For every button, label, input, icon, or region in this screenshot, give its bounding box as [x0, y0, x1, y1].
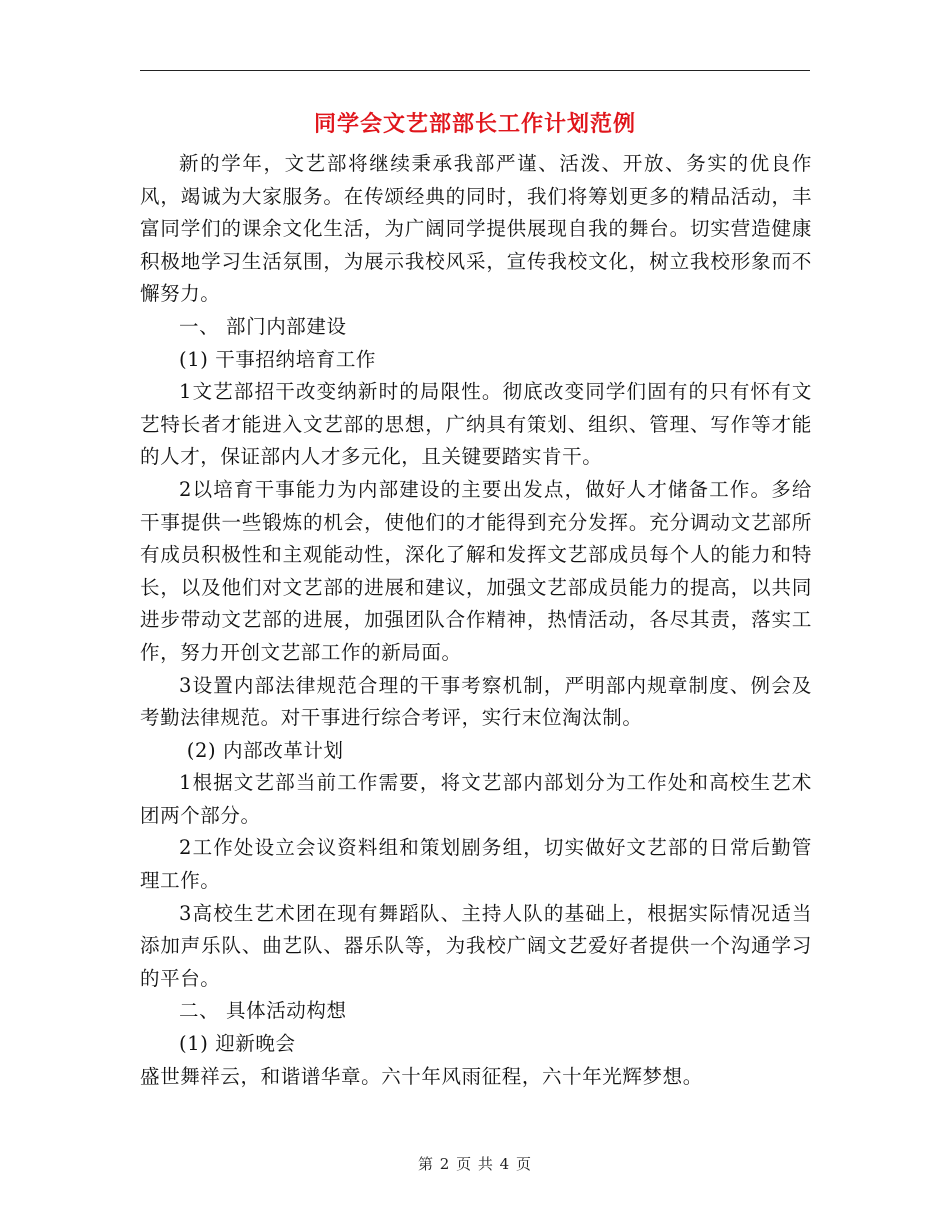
- header-rule: [140, 70, 810, 71]
- subsection-heading-1: (1) 干事招纳培育工作: [179, 347, 377, 371]
- paragraph-item-1: 1文艺部招干改变纳新时的局限性。彻底改变同学们固有的只有怀有文艺特长者才能进入文艺部的思想，广纳具有策划、组织、管理、写作等才能的人才，保证部内人才多元化，且关键要踏实肯干。: [140, 380, 812, 469]
- intro-paragraph: 新的学年，文艺部将继续秉承我部严谨、活泼、开放、务实的优良作风，竭诚为大家服务。在传颂经典的同时，我们将筹划更多的精品活动，丰富同学们的课余文化生活，为广阔同学提供展现自我的舞台。切实营造健康积极地学习生活氛围，为展示我校风采，宣传我校文化，树立我校形象而不懈努力。: [140, 152, 812, 306]
- subsection-heading-3: (1) 迎新晚会: [179, 1032, 296, 1056]
- document-body: [140, 148, 812, 1093]
- paragraph-reform-3: 3高校生艺术团在现有舞蹈队、主持人队的基础上，根据实际情况适当添加声乐队、曲艺队、器乐队等，为我校广阔文艺爱好者提供一个沟通学习的平台。: [140, 901, 812, 990]
- paragraph-gala: 盛世舞祥云，和谐谱华章。六十年风雨征程，六十年光辉梦想。: [140, 1064, 703, 1088]
- document-title: 同学会文艺部部长工作计划范例: [313, 112, 636, 137]
- paragraph-item-3: 3设置内部法律规范合理的干事考察机制，严明部内规章制度、例会及考勤法律规范。对干事进行综合考评，实行末位淘汰制。: [140, 673, 812, 730]
- page-number: 第 2 页 共 4 页: [418, 1155, 532, 1173]
- section-heading-1: 一、 部门内部建设: [179, 314, 347, 338]
- subsection-heading-2: (2) 内部改革计划: [186, 738, 344, 762]
- paragraph-reform-2: 2工作处设立会议资料组和策划剧务组，切实做好文艺部的日常后勤管理工作。: [140, 836, 812, 893]
- paragraph-reform-1: 1根据文艺部当前工作需要，将文艺部内部划分为工作处和高校生艺术团两个部分。: [140, 771, 812, 827]
- section-heading-2: 二、 具体活动构想: [179, 999, 347, 1023]
- paragraph-item-2: 2以培育干事能力为内部建设的主要出发点，做好人才储备工作。多给干事提供一些锻炼的机会，使他们的才能得到充分发挥。充分调动文艺部所有成员积极性和主观能动性，深化了解和发挥文艺部成员每个人的能力和特长，以及他们对文艺部的进展和建议，加强文艺部成员能力的提高，以共同进步带动文艺部的进展，加强团队合作精神，热情活动，各尽其责，落实工作，努力开创文艺部工作的新局面。: [140, 477, 812, 664]
